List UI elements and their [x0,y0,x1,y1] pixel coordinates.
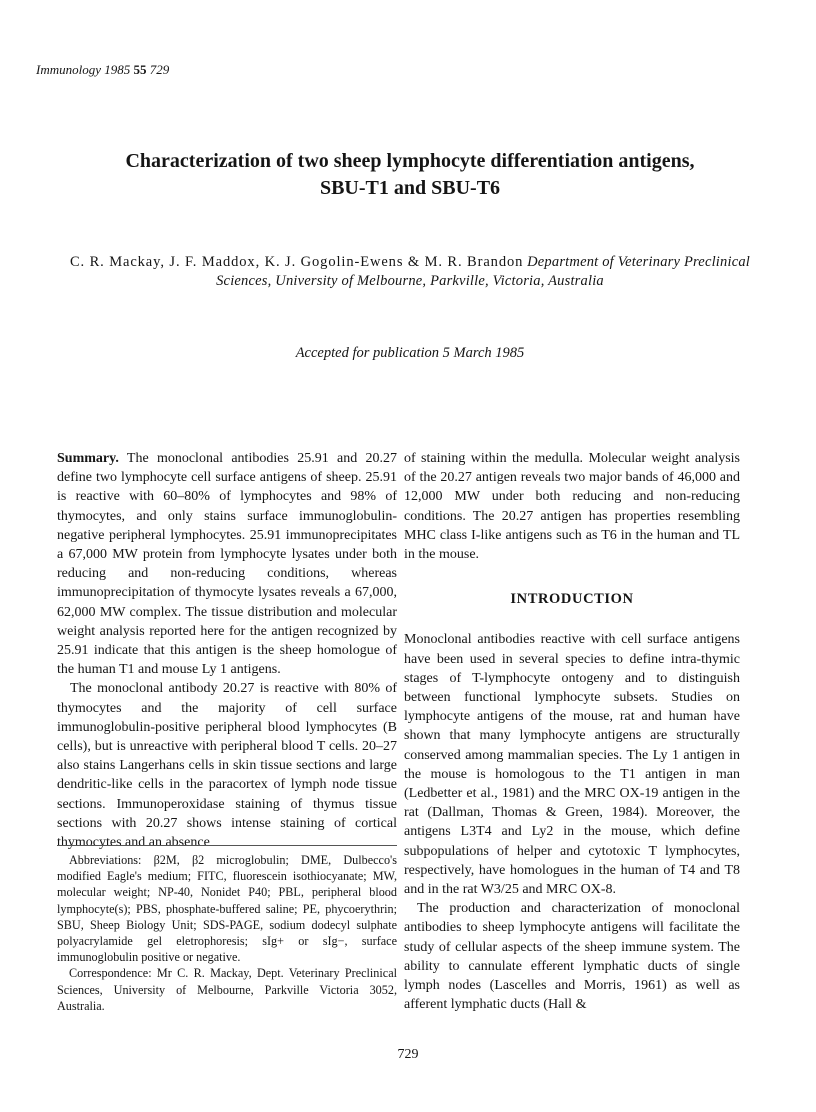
journal-year: 1985 [104,62,131,77]
author-names: C. R. Mackay, J. F. Maddox, K. J. Gogolin-Ewens & M. R. Brandon [69,254,524,270]
accepted-date: Accepted for publication 5 March 1985 [295,345,525,361]
correspondence-footnote: Correspondence: Mr C. R. Mackay, Dept. Veterinary Preclinical Sciences, University of Melbourne, Parkville Victoria 3052, Australia. [57,966,397,1013]
journal-citation [36,62,169,78]
summary-text-1: The monoclonal antibodies 25.91 and 20.27 define two lymphocyte cell surface antigens of sheep. 25.91 is reactive with 60–80% of lymphocytes and 98% of thymocytes, and only stains surface immunoglobulin-negative peripheral lymphocytes. 25.91 immunoprecipitates a 67,000 MW protein from lymphocyte lysates under both reducing and non-reducing conditions, whereas immunoprecipitation of thymocyte lysates reveals a 67,000, 62,000 MW complex. The tissue distribution and molecular weight analysis reported here for the antigen recognized by 25.91 indicate that this antigen is the sheep homologue of the human T1 and mouse Ly 1 antigens. [57,451,397,678]
abbreviations-footnote: Abbreviations: β2M, β2 microglobulin; DME, Dulbecco's modified Eagle's medium; FITC, fluorescein isothiocyanate; MW, molecular weight; NP-40, Nonidet P40; PBL, peripheral blood lymphocyte(s); PBS, phosphate-buffered saline; PE, phycoerythrin; SBU, Sheep Biology Unit; SDS-PAGE, sodium dodecyl sulphate polyacrylamide gel eletrophoresis; sIg+ or sIg−, surface immunoglobulin positive or negative. [57,853,397,965]
journal-name: Immunology [36,62,101,77]
title-line-2: SBU-T1 and SBU-T6 [319,177,501,199]
page-number: 729 [397,1047,419,1062]
summary-paragraph-2: The monoclonal antibody 20.27 is reactive with 80% of thymocytes and the majority of cell surface immunoglobulin-positive peripheral blood lymphocytes (B cells), but is unreactive with peripheral blood T cells. 20–27 also stains Langerhans cells in skin tissue sections and large dendritic-like cells in the paracortex of lymph node tissue sections. Immunoperoxidase staining of thymus tissue sections with 20.27 shows intense staining of cortical thymocytes and an absence [57,681,397,851]
introduction-heading: INTRODUCTION [510,591,634,608]
introduction-paragraph-1: Monoclonal antibodies reactive with cell surface antigens have been used in several species to define intra-thymic stages of T-lymphocyte ontogeny and to distinguish between functional lymphocyte subsets. Studies on lymphocyte antigens of the mouse, rat and human have shown that many lymphocyte antigens are structurally conserved among mammalian species. The Ly 1 antigen in the mouse is homologous to the T1 antigen in man (Ledbetter et al., 1981) and the MRC OX-19 antigen in the rat (Dallman, Thomas & Green, 1984). Moreover, the antigens L3T4 and Ly2 in the mouse, which define subpopulations of helper and cytotoxic T lymphocytes, respectively, have homologues in the human of T4 and T8 and in the rat W3/25 and MRC OX-8. [404,632,740,898]
footnotes [57,852,397,1014]
journal-page: 729 [149,62,170,77]
summary-label: Summary. [57,451,119,466]
article-title [60,148,760,202]
author-affiliation: Department of Veterinary Preclinical Sciences, University of Melbourne, Parkville, Victoria, Australia [216,254,751,289]
title-line-1: Characterization of two sheep lymphocyte differentiation antigens, [125,150,695,172]
left-column [57,449,397,852]
right-column [404,449,740,1014]
introduction-paragraph-2: The production and characterization of monoclonal antibodies to sheep lymphocyte antigens will facilitate the study of cellular aspects of the sheep immune system. The ability to cannulate efferent lymphatic ducts of single lymph nodes (Lascelles and Morris, 1961) as well as afferent lymphatic ducts (Hall & [404,901,740,1013]
summary-continuation: of staining within the medulla. Molecular weight analysis of the 20.27 antigen reveals two major bands of 46,000 and 12,000 MW under both reducing and non-reducing conditions. The 20.27 antigen has properties resembling MHC class I-like antigens such as T6 in the human and TL in the mouse. [404,451,740,563]
author-block [60,253,760,291]
journal-volume: 55 [133,62,147,77]
summary-paragraph-1 [57,449,397,679]
footnote-divider [57,845,397,846]
